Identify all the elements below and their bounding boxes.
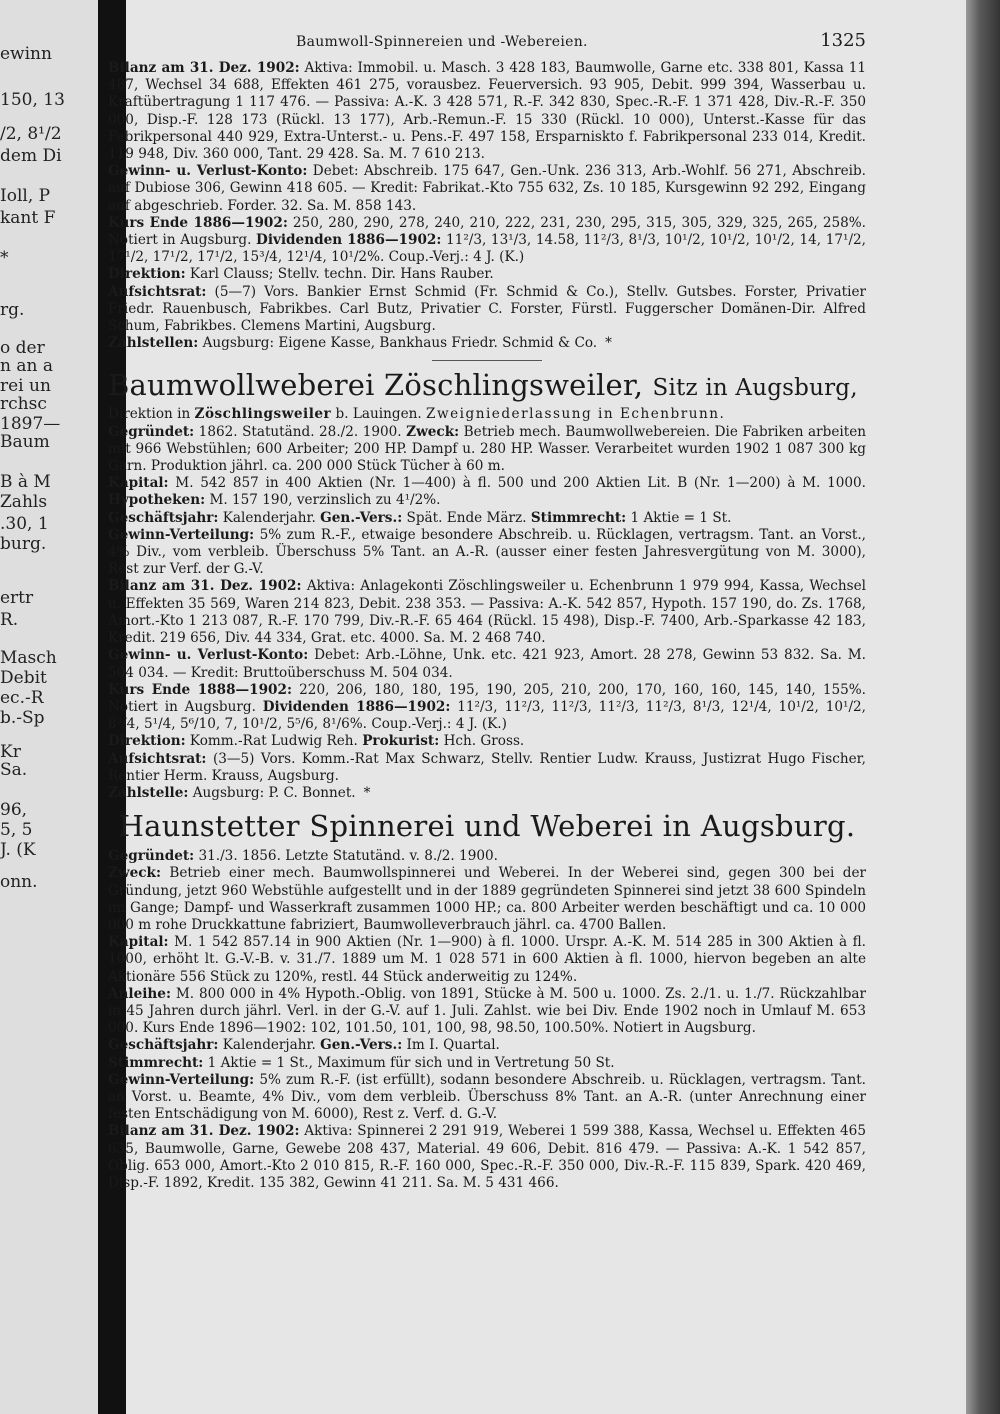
margin-fragment: B à M [0,472,51,492]
company-heading: Haunstetter Spinnerei und Weberei in Augsburg. [118,809,856,844]
purpose: Zweck: Betrieb einer mech. Baumwollspinnerei und Weberei. In der Weberei sind, gegen 300 bei der Gründung, jetzt 960 Webstühle aufgestellt und in der 1889 gegründeten Spinnerei sind jetzt 38 600 Spindeln im Gange; Dampf- und Wasserkraft zusammen 1000 HP.; ca. 800 Arbeiter werden beschäftigt und ca. 10 000 000 m rohe Druckkattune fabriziert, Baumwolleverbrauch jährl. ca. 4700 Ballen. [108,865,866,933]
voting-right: Stimmrecht: 1 Aktie = 1 St., Maximum für sich und in Vertretung 50 St. [108,1054,615,1071]
supervisory-board: Aufsichtsrat: (5—7) Vors. Bankier Ernst Schmid (Fr. Schmid & Co.), Stellv. Gutsbes. Forster, Privatier Friedr. Rauenbusch, Fabrikbes. Carl Butz, Privatier C. Forster, Fürstl. Fuggerscher Domänen-Dir. Alfred Schum, Fabrikbes. Clemens Martini, Augsburg. [108,283,866,335]
company-subheading: Direktion in Zöschlingsweiler b. Lauingen. Zweigniederlassung in Echenbrunn. [108,406,726,423]
margin-fragment: ec.-R [0,688,44,708]
margin-fragment: burg. [0,534,47,554]
margin-fragment: n an a [0,356,53,376]
margin-fragment: Ioll, P [0,186,51,206]
margin-fragment: J. (K [0,840,36,860]
business-year: Geschäftsjahr: Kalenderjahr. Gen.-Vers.: Spät. Ende März. Stimmrecht: 1 Aktie = 1 St. [108,509,732,526]
price-history: Kurs Ende 1886—1902: 250, 280, 290, 278, 240, 210, 222, 231, 230, 295, 315, 305, 329, 325, 265, 258%. Notiert in Augsburg. Dividenden 1886—1902: 11²/3, 13¹/3, 14.58, 11²/3, 8¹/3, 10¹/2, 10¹/2, 10¹/2, 14, 17¹/2, 17¹/2, 17¹/2, 17¹/2, 15³/4, 12¹/4, 10¹/2%. Coup.-Verj.: 4 J. (K.) [108,214,866,266]
adjacent-page-strip [0,0,98,1414]
entry-zoeschlingsweiler [108,367,866,802]
balance-sheet: Bilanz am 31. Dez. 1902: Aktiva: Spinnerei 2 291 919, Weberei 1 599 388, Kassa, Wechsel u. Effekten 465 635, Baumwolle, Garne, Gewebe 208 437, Material. 49 606, Debit. 816 479. — Passiva: A.-K. 1 542 857, Oblig. 653 000, Amort.-Kto 2 010 815, R.-F. 160 000, Spec.-R.-F. 350 000, Div.-R.-F. 115 839, Spark. 420 469, Disp.-F. 1892, Kredit. 135 382, Gewinn 41 211. Sa. M. 5 431 466. [108,1123,866,1191]
capital: Kapital: M. 542 857 in 400 Aktien (Nr. 1—400) à fl. 500 und 200 Aktien Lit. B (Nr. 1—200) à M. 1000. Hypotheken: M. 157 190, verzinslich zu 4¹/2%. [108,475,867,509]
margin-fragment: 5, 5 [0,820,33,840]
business-year: Geschäftsjahr: Kalenderjahr. Gen.-Vers.: Im I. Quartal. [108,1037,500,1054]
balance-sheet: Bilanz am 31. Dez. 1902: Aktiva: Immobil. u. Masch. 3 428 183, Baumwolle, Garne etc. 338 801, Kassa 11 487, Wechsel 34 688, Effekten 461 275, vorausbez. Feuerversich. 93 905, Debit. 999 394, Wasserbau u. Kraftübertragung 1 117 476. — Passiva: A.-K. 3 428 571, R.-F. 342 830, Spec.-R.-F. 1 371 428, Div.-R.-F. 350 000, Disp.-F. 128 173 (Rückl. 13 177), Arb.-Remun.-F. 15 330 (Rückl. 10 000), Unterst.-Kasse für das Fabrikpersonal 440 929, Extra-Unterst.- u. Pens.-F. 497 158, Ersparniskto f. Fabrikpersonal 233 014, Kredit. 119 948, Div. 360 000, Tant. 29 428. Sa. M. 7 610 213. [108,60,867,163]
margin-fragment: rchsc [0,394,47,414]
section-divider [432,360,542,361]
page-edge [966,0,1000,1414]
margin-fragment: Masch [0,648,57,668]
margin-fragment: 96, [0,800,28,820]
founding: Gegründet: 1862. Statutänd. 28./2. 1900. Zweck: Betrieb mech. Baumwollwebereien. Die Fabriken arbeiten mit 966 Webstühlen; 600 Arbeiter; 200 HP. Dampf u. 280 HP. Wasser. Verarbeitet wurden 1902 1 087 300 kg Garn. Produktion jährl. ca. 200 000 Stück Tücher à 60 m. [108,423,867,475]
margin-fragment: 1897— [0,414,61,434]
profit-loss: Gewinn- u. Verlust-Konto: Debet: Arb.-Löhne, Unk. etc. 421 923, Amort. 28 278, Gewinn 53 832. Sa. M. 504 034. — Kredit: Bruttoüberschuss M. 504 034. [108,647,866,681]
paying-agent: Zahlstelle: Augsburg: P. C. Bonnet. * [108,784,371,801]
margin-fragment: rei un [0,376,51,396]
margin-fragment: .30, 1 [0,514,49,534]
margin-fragment: b.-Sp [0,708,45,728]
balance-sheet: Bilanz am 31. Dez. 1902: Aktiva: Anlagekonti Zöschlingsweiler u. Echenbrunn 1 979 994, Kassa, Wechsel u. Effekten 35 569, Waren 214 823, Debit. 238 353. — Passiva: A.-K. 542 857, Hypoth. 157 190, do. Zs. 1768, Amort.-Kto 1 213 087, R.-F. 170 799, Div.-R.-F. 65 464 (Rückl. 15 498), Disp.-F. 7400, Arb.-Sparkasse 42 183, Kredit. 219 656, Div. 44 334, Grat. etc. 4000. Sa. M. 2 468 740. [108,578,866,647]
profit-loss: Gewinn- u. Verlust-Konto: Debet: Abschreib. 175 647, Gen.-Unk. 236 313, Arb.-Wohlf. 56 271, Abschreib. auf Dubiose 306, Gewinn 418 605. — Kredit: Fabrikat.-Kto 755 632, Zs. 10 185, Kursgewinn 92 292, Eingang auf abgeschrieb. Forder. 32. Sa. M. 858 143. [108,163,866,214]
margin-fragment: Kr [0,742,21,762]
margin-fragment: onn. [0,872,38,892]
bond: Anleihe: M. 800 000 in 4% Hypoth.-Oblig. von 1891, Stücke à M. 500 u. 1000. Zs. 2./1. u. 1./7. Rückzahlbar in 45 Jahren durch jährl. Verl. in der G.-V. auf 1. Juli. Zahlst. wie bei Div. Ende 1902 noch in Umlauf M. 653 000. Kurs Ende 1896—1902: 102, 101.50, 101, 100, 98, 98.50, 100.50%. Notiert in Augsburg. [108,985,866,1037]
margin-fragment: kant F [0,208,56,228]
margin-fragment: R. [0,610,19,630]
entry-continued [108,60,866,352]
margin-fragment: ertr [0,588,34,608]
management: Direktion: Karl Clauss; Stellv. techn. Dir. Hans Rauber. [108,266,494,283]
margin-fragment: Sa. [0,760,28,780]
running-title: Baumwoll-Spinnereien und -Webereien. [296,34,588,50]
company-heading: Baumwollweberei Zöschlingsweiler, Sitz in Augsburg, [108,368,858,403]
profit-distribution: Gewinn-Verteilung: 5% zum R.-F., etwaige besondere Abschreib. u. Rücklagen, vertragsm. Tant. an Vorst., 4% Div., vom verbleib. Überschuss 5% Tant. an A.-R. (ausser einer festen Jahresvergütung von M. 3000), Rest zur Verf. der G.-V. [108,526,866,578]
margin-fragment: o der [0,338,45,358]
profit-distribution: Gewinn-Verteilung: 5% zum R.-F. (ist erfüllt), sodann besondere Abschreib. u. Rücklagen, vertragsm. Tant. an Vorst. u. Beamte, 4% Div., vom dem verbleib. Überschuss 8% Tant. an A.-R. (unter Anrechnung einer festen Entschädigung von M. 6000), Rest z. Verf. d. G.-V. [108,1071,866,1123]
founding: Gegründet: 31./3. 1856. Letzte Statutänd. v. 8./2. 1900. [108,848,498,865]
price-history: Kurs Ende 1888—1902: 220, 206, 180, 180, 195, 190, 205, 210, 200, 170, 160, 160, 145, 140, 155%. Notiert in Augsburg. Dividenden 1886—1902: 11²/3, 11²/3, 11²/3, 11²/3, 11²/3, 8¹/3, 12¹/4, 10¹/2, 10¹/2, 8³/4, 5¹/4, 5⁶/10, 7, 10¹/2, 5⁵/6, 8¹/6%. Coup.-Verj.: 4 J. (K.) [108,681,867,733]
supervisory-board: Aufsichtsrat: (3—5) Vors. Komm.-Rat Max Schwarz, Stellv. Rentier Ludw. Krauss, Justizrat Hugo Fischer, Rentier Herm. Krauss, Augsburg. [108,750,866,784]
margin-fragment: Baum [0,432,50,452]
entry-haunstetter [108,808,866,1192]
margin-fragment: ewinn [0,44,52,64]
margin-fragment: rg. [0,300,25,320]
margin-fragment: Debit [0,668,47,688]
page-number: 1325 [820,30,866,51]
page-header [108,30,866,60]
paying-agents: Zahlstellen: Augsburg: Eigene Kasse, Bankhaus Friedr. Schmid & Co. * [108,335,612,352]
margin-fragment: 150, 13 [0,90,65,110]
margin-fragment: Zahls [0,492,48,512]
management: Direktion: Komm.-Rat Ludwig Reh. Prokurist: Hch. Gross. [108,733,525,750]
capital: Kapital: M. 1 542 857.14 in 900 Aktien (Nr. 1—900) à fl. 1000. Urspr. A.-K. M. 514 285 in 300 Aktien à fl. 1000, erhöht lt. G.-V.-B. v. 31./7. 1889 um M. 1 028 571 in 600 Aktien à fl. 1000, hiervon begeben an alte Aktionäre 556 Stück zu 120%, restl. 44 Stück anderweitig zu 124%. [108,934,866,985]
margin-fragment: * [0,248,9,268]
margin-fragment: dem Di [0,146,62,166]
page-content [108,30,866,1192]
margin-fragment: /2, 8¹/2 [0,124,62,144]
